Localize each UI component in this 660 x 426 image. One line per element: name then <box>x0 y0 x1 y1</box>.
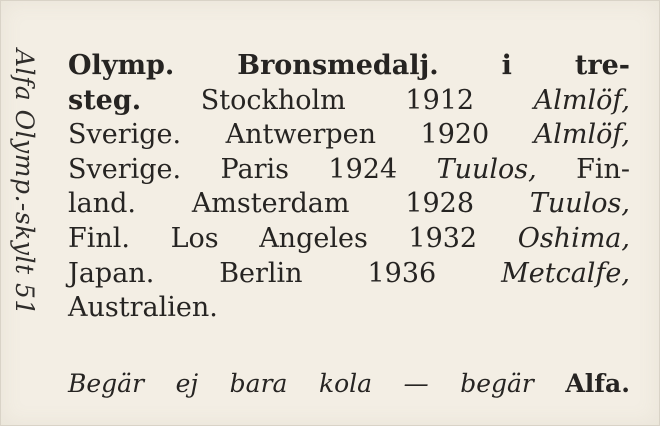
text-word: Los <box>170 222 219 254</box>
side-label: Alfa Olymp.-skylt 51 <box>10 49 39 316</box>
text-word: Finl. <box>68 222 130 254</box>
text-word: 1912 <box>405 84 475 116</box>
text-line <box>68 84 630 119</box>
text-line <box>68 118 630 153</box>
text-word: Tuulos, <box>436 153 537 185</box>
slogan-word: — <box>403 369 429 398</box>
text-word: 1932 <box>408 222 478 254</box>
text-word: 1920 <box>420 119 490 151</box>
text-word: Almlöf, <box>533 119 630 151</box>
slogan-word: begär <box>460 369 534 398</box>
text-word: Oshima, <box>517 222 630 254</box>
slogan-word: Alfa. <box>565 369 630 398</box>
slogan-word: bara <box>229 369 288 398</box>
text-line <box>68 257 630 292</box>
text-line <box>68 153 630 188</box>
text-word: steg. <box>68 84 142 116</box>
card-body-text <box>68 49 630 326</box>
text-word: land. <box>68 188 136 220</box>
text-line <box>68 291 630 326</box>
text-word: Antwerpen <box>225 119 377 151</box>
slogan-word: Begär <box>68 369 145 398</box>
text-word: Australien. <box>68 292 218 324</box>
text-line <box>68 222 630 257</box>
text-line <box>68 49 630 84</box>
text-word: Angeles <box>259 222 368 254</box>
text-word: Stockholm <box>200 84 346 116</box>
text-line <box>68 187 630 222</box>
text-word: Paris <box>220 153 289 185</box>
text-word: tre- <box>574 50 630 81</box>
text-word: i <box>501 50 512 81</box>
text-word: 1936 <box>367 257 437 289</box>
text-word: Amsterdam <box>191 188 350 220</box>
text-word: Japan. <box>68 257 155 289</box>
text-word: 1928 <box>405 188 475 220</box>
slogan-word: ej <box>175 369 199 398</box>
text-word: Sverige. <box>68 153 182 185</box>
text-word: 1924 <box>328 153 398 185</box>
slogan <box>68 367 630 401</box>
text-word: Olymp. <box>68 50 175 81</box>
text-word: Sverige. <box>68 119 182 151</box>
text-word: Metcalfe, <box>501 257 630 289</box>
slogan-word: kola <box>318 369 373 398</box>
text-word: Fin- <box>576 153 630 185</box>
text-word: Almlöf, <box>533 84 630 116</box>
text-word: Tuulos, <box>529 188 630 220</box>
text-word: Berlin <box>219 257 303 289</box>
text-word: Bronsmedalj. <box>237 50 439 81</box>
